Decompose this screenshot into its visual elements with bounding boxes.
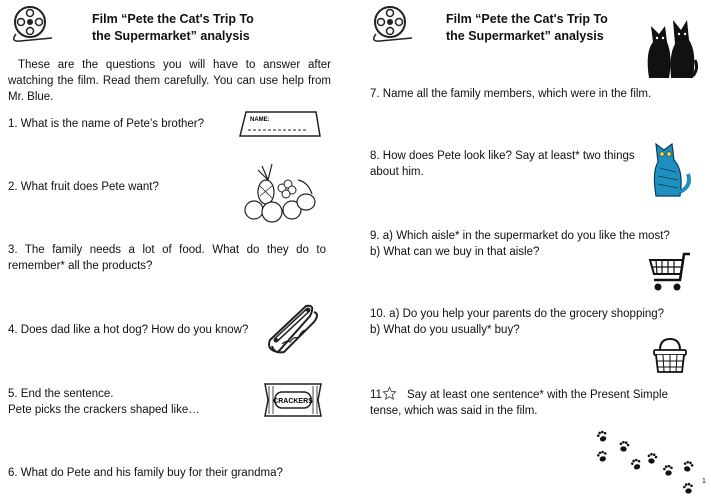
intro-text: These are the questions you will have to answer after watching the film. Read them carefully. You can use help from Mr. Blue. (8, 59, 331, 103)
film-reel-icon (368, 4, 416, 44)
black-cats-icon (643, 12, 699, 80)
question-4: 4. Does dad like a hot dog? How do you know? (8, 324, 249, 336)
question-5 (8, 386, 200, 418)
question-10 (370, 306, 664, 338)
name-card-label: NAME: (250, 117, 270, 123)
question-10-line-1: 10. a) Do you help your parents do the grocery shopping? (370, 308, 665, 320)
paw-prints-icon (590, 424, 706, 496)
question-5-line-2: Pete picks the crackers shaped like… (8, 404, 200, 416)
question-9-line-1: 9. a) Which aisle* in the supermarket do you like the most? (370, 230, 670, 242)
shopping-basket-icon (650, 336, 690, 376)
name-card-icon (236, 108, 324, 140)
film-reel-icon (8, 4, 56, 44)
question-9 (370, 228, 670, 260)
left-title: Film “Pete the Cat's Trip To the Supermarket” analysis (92, 12, 254, 43)
fruit-basket-icon (240, 158, 320, 224)
question-3: 3. The family needs a lot of food. What do they do to remember* all the products? (8, 244, 326, 272)
question-11-number: 11 (370, 389, 382, 401)
star-icon (382, 386, 397, 401)
crackers-pack-icon (262, 378, 324, 422)
question-6: 6. What do Pete and his family buy for their grandma? (8, 467, 283, 479)
question-10-line-2: b) What do you usually* buy? (370, 324, 520, 336)
question-1: 1. What is the name of Pete’s brother? (8, 118, 205, 130)
question-7: 7. Name all the family members, which were in the film. (370, 88, 652, 100)
question-8: 8. How does Pete look like? Say at least* two things about him. (370, 150, 635, 178)
question-11-text: Say at least one sentence* with the Present Simple tense, which was said in the film. (370, 389, 668, 417)
question-11 (370, 386, 668, 419)
blue-cat-icon (648, 128, 694, 198)
question-2: 2. What fruit does Pete want? (8, 181, 159, 193)
shopping-cart-icon (646, 250, 694, 294)
crackers-label: CRACKERS (273, 398, 313, 405)
hot-dog-icon (264, 300, 324, 356)
question-9-line-2: b) What can we buy in that aisle? (370, 246, 540, 258)
question-5-line-1: 5. End the sentence. (8, 388, 114, 400)
right-title: Film “Pete the Cat's Trip To the Supermarket” analysis (446, 12, 608, 43)
page-mark: 1 (702, 478, 706, 485)
